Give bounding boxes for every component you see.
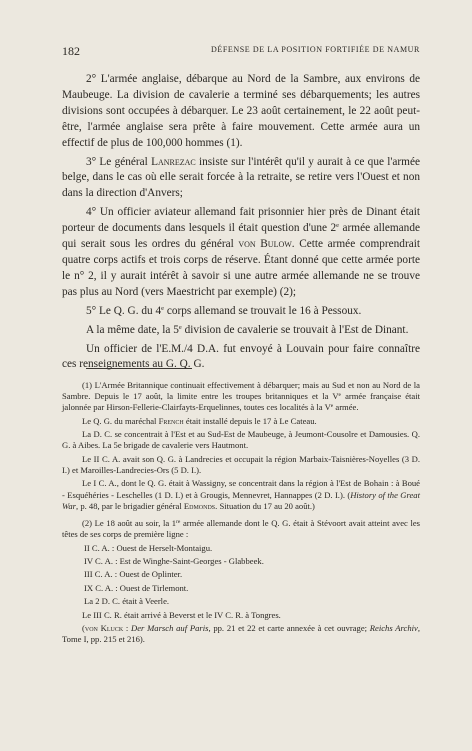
footnote-1-text-end: armée. [333,402,359,413]
footnote-text-end: , Tome I, pp. 215 et 216). [62,622,420,645]
paragraph-6-text-end: division de cavalerie se trouvait à l'Est de Dinant. [181,323,409,336]
footnote-text-end: . Situation du 17 au 20 août.) [215,500,315,511]
paragraph-2: 2° L'armée anglaise, débarque au Nord de la Sambre, aux environs de Maubeuge. La division de cavalerie a terminé ses débarquements; les autres divisions sont occupées à débarquer. Le 23 août certainement, le 22 août peut-être, l'armée anglaise sera prête à faire mouvement. Cette armée aura un effectif de plus de 100,000 hommes (1). [62,73,420,149]
person-name: Lanrezac [151,155,196,168]
footnote-text: , pp. 21 et 22 et carte annexée à cet ouvrage; [208,622,370,633]
paragraph-6 [62,323,420,339]
footnote-text: Le I C. A., dont le Q. G. était à Wassigny, se concentrait dans la région à l'Est de Bohain : à Boué - Esquéhéries - Leschelles (1 D. I.) et à Grougis, Mennevret, Hannappes (2 D. I.). ( [62,478,420,500]
superscript: e [161,304,165,312]
footnotes [62,380,420,648]
superscript: re [176,518,181,525]
footnote-text: : [123,622,132,633]
running-title: DÉFENSE DE LA POSITION FORTIFIÉE DE NAMUR [210,45,420,54]
superscript: e [178,323,182,331]
book-title: Reichs Archiv [369,622,418,633]
superscript: e [330,403,334,410]
paragraph-4-text-end: . Cette armée comprendrait quatre corps actifs et trois corps de réserve. Étant donné que cette armée porte le n° 2, il y aurait intérêt à savoir si une autre armée allemande ne se trouve pas plus au Nord (vers Maestricht par exemple) (2); [62,238,421,298]
paragraph-4 [62,205,420,300]
superscript: e [336,222,340,230]
footnote-1-second-corps: Le II C. A. avait son Q. G. à Landrecies et occupait la région Marbaix-Taisnières-Noyelles (3 D. I.) et Maroilles-Landrecies-Ors (5 D. I.). [62,453,420,475]
footnote-2-reserve: Le III C. R. était arrivé à Beverst et le IV C. R. à Tongres. [82,609,281,620]
superscript: e [338,392,341,399]
paragraph-5-text: 5° Le Q. G. du 4 [86,304,162,317]
person-name: von Kluck [84,622,124,633]
footnote-text: Le Q. G. du maréchal [82,415,159,426]
main-text [62,72,420,376]
footnote-1-cavalry: La D. C. se concentrait à l'Est et au Sud-Est de Maubeuge, à Jeumont-Cousolre et Damousies. Q. G. à Aibes. La 5e brigade de cavalerie vers Hautmont. [62,429,420,451]
footnote-text-end: était installé depuis le 17 à Le Cateau. [183,415,317,426]
list-item: IV C. A. : Est de Winghe-Saint-Georges - Glabbeek. [84,555,264,566]
list-item: La 2 D. C. était à Veerle. [84,596,170,607]
footnote-1-first-corps [62,478,420,512]
person-name: Edmonds [183,500,216,511]
footnote-1-french [62,416,420,427]
footnote-1-text-mid: armée française était jalonnée par Hirson-Fellerie-Clairfayts-Erquelinnes, toutes ces localités à la V [62,391,420,413]
list-item: II C. A. : Ouest de Herselt-Montaigu. [84,542,213,553]
paragraph-4-text-mid: armée allemande qui serait sous les ordres du général [62,222,420,251]
paragraph-4-text: 4° Un officier aviateur allemand fait prisonnier hier près de Dinant était porteur de documents dans lesquels il était question d'une 2 [62,206,420,235]
footnote-divider [86,368,192,369]
book-title: History of the Great War [62,489,420,511]
paragraph-6-text: A la même date, la 5 [86,323,179,336]
paragraph-5-text-end: corps allemand se trouvait le 16 à Pessoux. [164,304,362,317]
footnote-1-text: (1) L'Armée Britannique continuait effectivement à débarquer; mais au Sud et non au Nord de la Sambre. Depuis le 17 août, la limite entre les troupes britanniques et la V [62,380,420,402]
page-number: 182 [62,44,80,58]
paragraph-3-text-end: insiste sur l'intérêt qu'il y aurait à ce que l'armée belge, dans le cas où elle serait forcée à la retraite, se retire vers l'Ouest et non dans la direction d'Anvers; [62,155,420,200]
paragraph-3 [62,155,420,203]
person-name: French [158,415,184,426]
paragraph-7: Un officier de l'E.M./4 D.A. fut envoyé à Louvain pour faire connaître ces renseignements au G. Q. G. [62,342,420,371]
book-title: Der Marsch auf Paris [131,622,209,633]
list-item: III C. A. : Ouest de Oplinter. [84,569,183,580]
footnote-text-mid: , p. 48, par le brigadier général [76,500,184,511]
person-name: von Bulow [238,238,292,251]
footnote-2 [62,518,420,540]
footnote-1 [62,380,420,414]
paragraph-3-text: 3° Le général [86,155,152,168]
footnote-2-source [62,623,420,645]
page-header [62,44,420,58]
paragraph-5 [62,304,420,320]
footnote-text: ( [82,622,85,633]
list-item: IX C. A. : Ouest de Tirlemont. [84,582,189,593]
footnote-2-text-end: armée allemande dont le Q. G. était à Stévoort avait atteint avec les têtes de ses corps de première ligne : [62,517,421,540]
footnote-2-text: (2) Le 18 août au soir, la 1 [82,517,177,528]
